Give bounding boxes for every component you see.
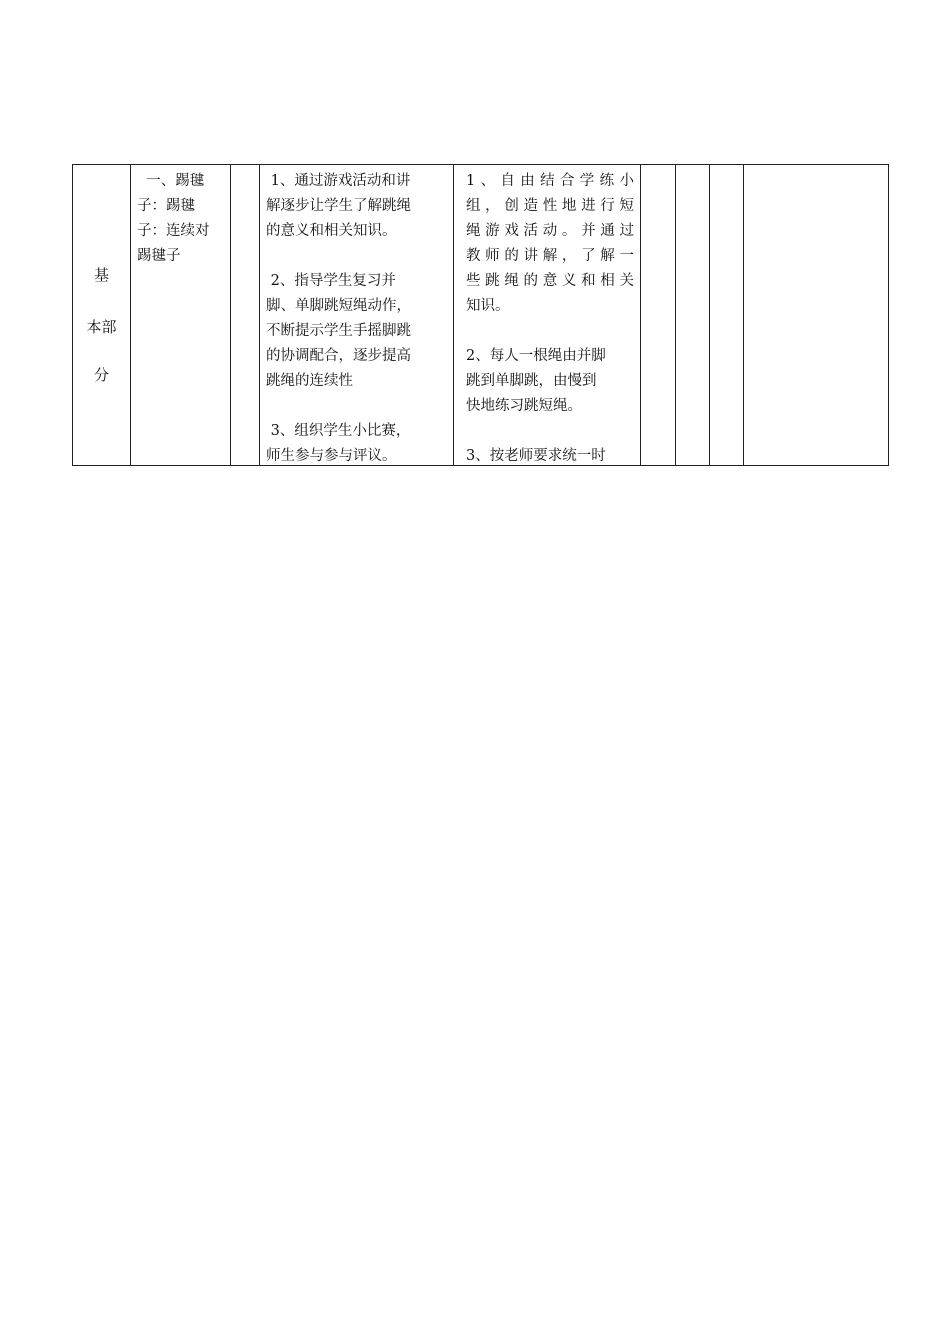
teacher-line: 1、通过游戏活动和讲 [266, 173, 411, 189]
empty-cell [641, 165, 676, 466]
empty-cell [744, 165, 889, 466]
lesson-plan-table [72, 164, 889, 466]
teacher-line: 不断提示学生手摇脚跳 [266, 323, 411, 339]
content-line: 一、踢毽 [137, 173, 205, 189]
section-cell [73, 165, 131, 466]
student-line: 些跳绳的意义和相关 [466, 273, 634, 289]
empty-cell [676, 165, 710, 466]
section-label-line: 分 [93, 366, 109, 384]
student-line: 1、自由结合学练小 [466, 173, 634, 189]
student-line: 绳游戏活动。并通过 [466, 223, 634, 239]
teacher-line: 的意义和相关知识。 [266, 223, 397, 239]
teacher-line: 跳绳的连续性 [266, 373, 353, 389]
student-line: 知识。 [466, 298, 510, 314]
content-line: 子：连续对 [137, 223, 210, 239]
teacher-line: 解逐步让学生了解跳绳 [266, 198, 411, 214]
student-line: 教师的讲解，了解一 [466, 248, 634, 264]
teacher-line: 师生参与参与评议。 [266, 448, 397, 464]
teacher-line: 2、指导学生复习并 [266, 273, 396, 289]
content-line: 踢毽子 [137, 248, 181, 264]
content-cell [131, 165, 231, 466]
teacher-line: 3、组织学生小比赛， [266, 423, 411, 439]
student-line: 快地练习跳短绳。 [466, 398, 582, 414]
student-line: 组，创造性地进行短 [466, 198, 634, 214]
teacher-line: 脚、单脚跳短绳动作， [266, 298, 411, 314]
student-line: 跳到单脚跳，由慢到 [466, 373, 597, 389]
teacher-activity-cell [260, 165, 454, 466]
empty-cell [231, 165, 260, 466]
student-line: 3、按老师要求统一时 [466, 448, 606, 464]
section-label-line: 基 [93, 266, 109, 284]
empty-cell [710, 165, 744, 466]
student-activity-cell [454, 165, 641, 466]
table-row [73, 165, 889, 466]
student-line: 2、每人一根绳由并脚 [466, 348, 606, 364]
content-line: 子：踢毽 [137, 198, 195, 214]
section-label-line: 本部 [86, 318, 117, 336]
teacher-line: 的协调配合，逐步提高 [266, 348, 411, 364]
